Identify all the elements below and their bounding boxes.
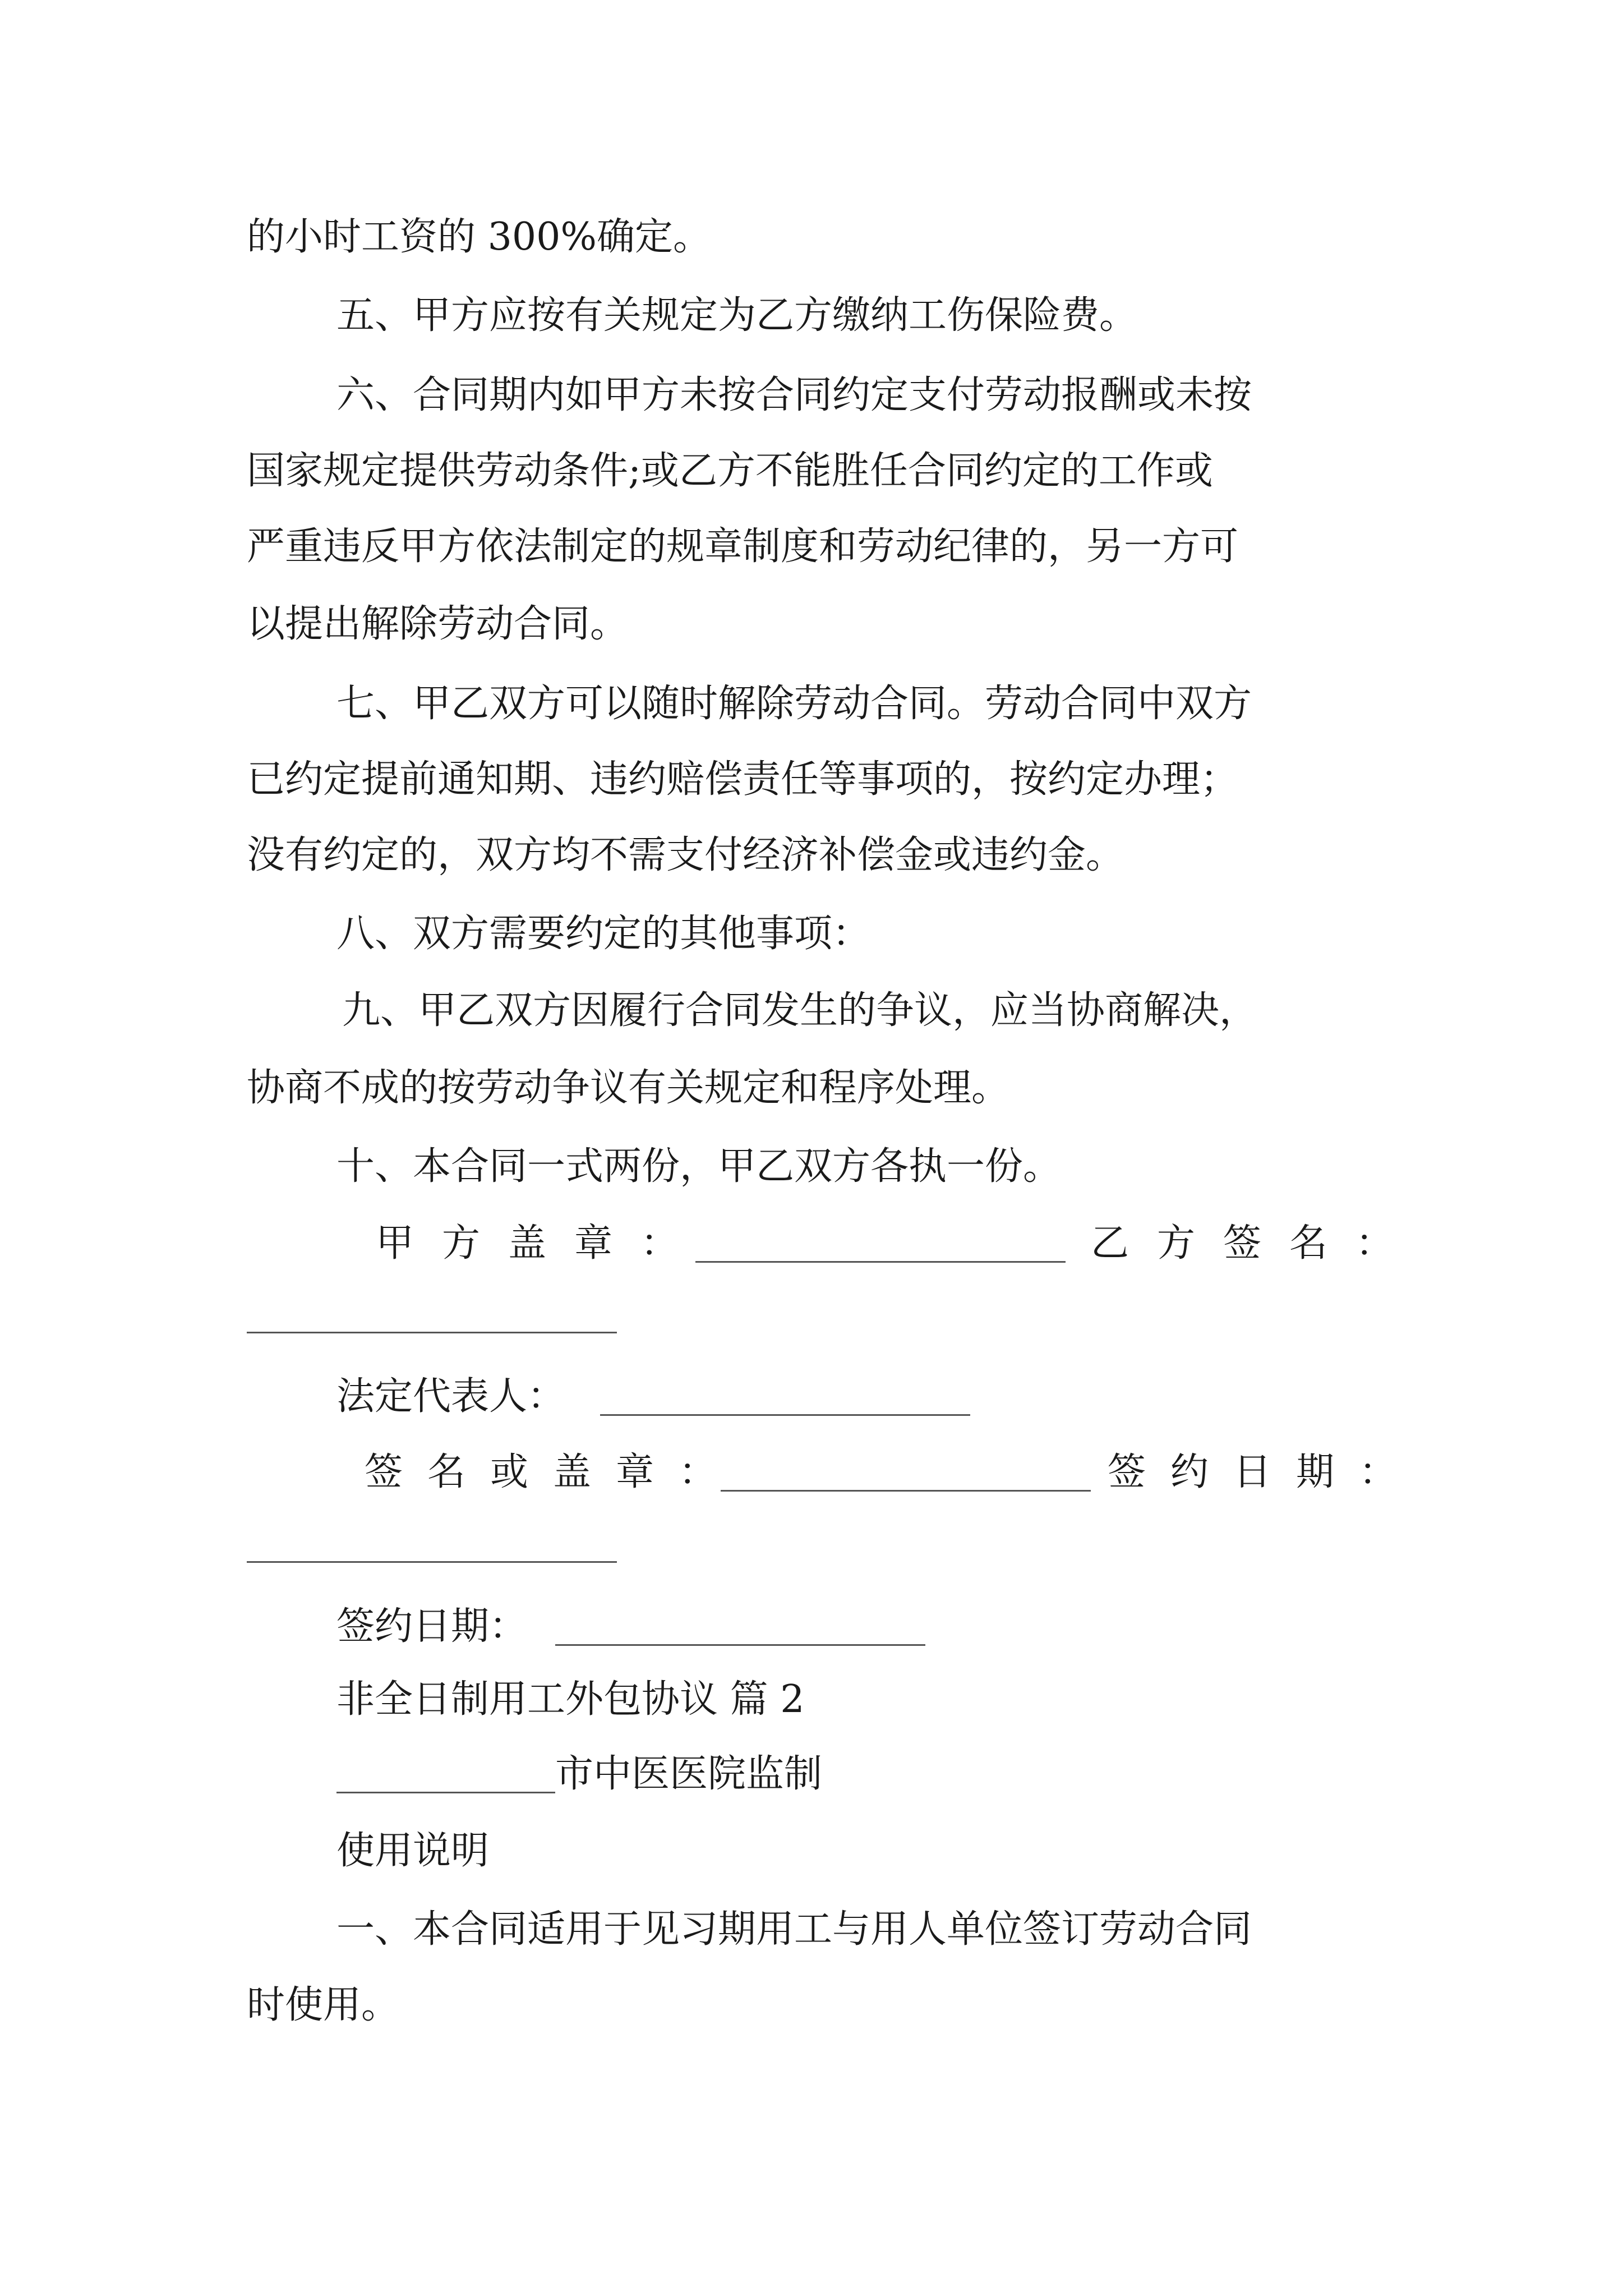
text-line: 八、双方需要约定的其他事项：	[336, 912, 871, 956]
text-line: 九、甲乙双方因履行合同发生的争议，应当协商解决，	[342, 988, 1258, 1033]
text-line: 一、本合同适用于见习期用工与用人单位签订劳动合同	[336, 1907, 1252, 1952]
text-line: 协商不成的按劳动争议有关规定和程序处理。	[247, 1066, 1010, 1110]
text-line: 国家规定提供劳动条件;或乙方不能胜任合同约定的工作或	[247, 449, 1213, 493]
text-line: 以提出解除劳动合同。	[247, 602, 629, 646]
usage-title: 使用说明	[336, 1829, 490, 1873]
legal-representative-label: 法定代表人：	[336, 1374, 566, 1419]
party-b-signature-label: 乙方签名：	[1091, 1221, 1422, 1266]
signing-date-blank-left[interactable]	[555, 1644, 925, 1646]
text-line: 没有约定的，双方均不需支付经济补偿金或违约金。	[247, 833, 1124, 877]
signing-date-blank[interactable]	[247, 1561, 617, 1563]
text-line: 时使用。	[247, 1983, 400, 2027]
text-line: 的小时工资的 300%确定。	[247, 215, 712, 259]
party-b-signature-blank[interactable]	[247, 1332, 617, 1333]
sign-or-seal-label: 签名或盖章：	[365, 1450, 742, 1494]
text-line: 七、甲乙双方可以随时解除劳动合同。劳动合同中双方	[336, 682, 1252, 726]
party-a-seal-label: 甲方盖章：	[376, 1221, 707, 1266]
signing-date-label-left: 签约日期：	[336, 1604, 528, 1649]
supervised-by-text: 市中医医院监制	[555, 1752, 823, 1796]
section-title: 非全日制用工外包协议 篇 2	[336, 1677, 805, 1722]
text-line: 六、合同期内如甲方未按合同约定支付劳动报酬或未按	[336, 373, 1252, 417]
party-a-seal-blank[interactable]	[695, 1261, 1066, 1263]
signing-date-label: 签约日期：	[1108, 1450, 1422, 1494]
city-name-blank[interactable]	[336, 1792, 555, 1793]
legal-representative-blank[interactable]	[600, 1414, 970, 1416]
sign-or-seal-blank[interactable]	[721, 1490, 1091, 1492]
text-line: 已约定提前通知期、违约赔偿责任等事项的，按约定办理；	[247, 757, 1239, 802]
text-line: 严重违反甲方依法制定的规章制度和劳动纪律的，另一方可	[247, 524, 1239, 569]
text-line: 五、甲方应按有关规定为乙方缴纳工伤保险费。	[336, 293, 1138, 338]
text-line: 十、本合同一式两份，甲乙双方各执一份。	[336, 1144, 1062, 1189]
